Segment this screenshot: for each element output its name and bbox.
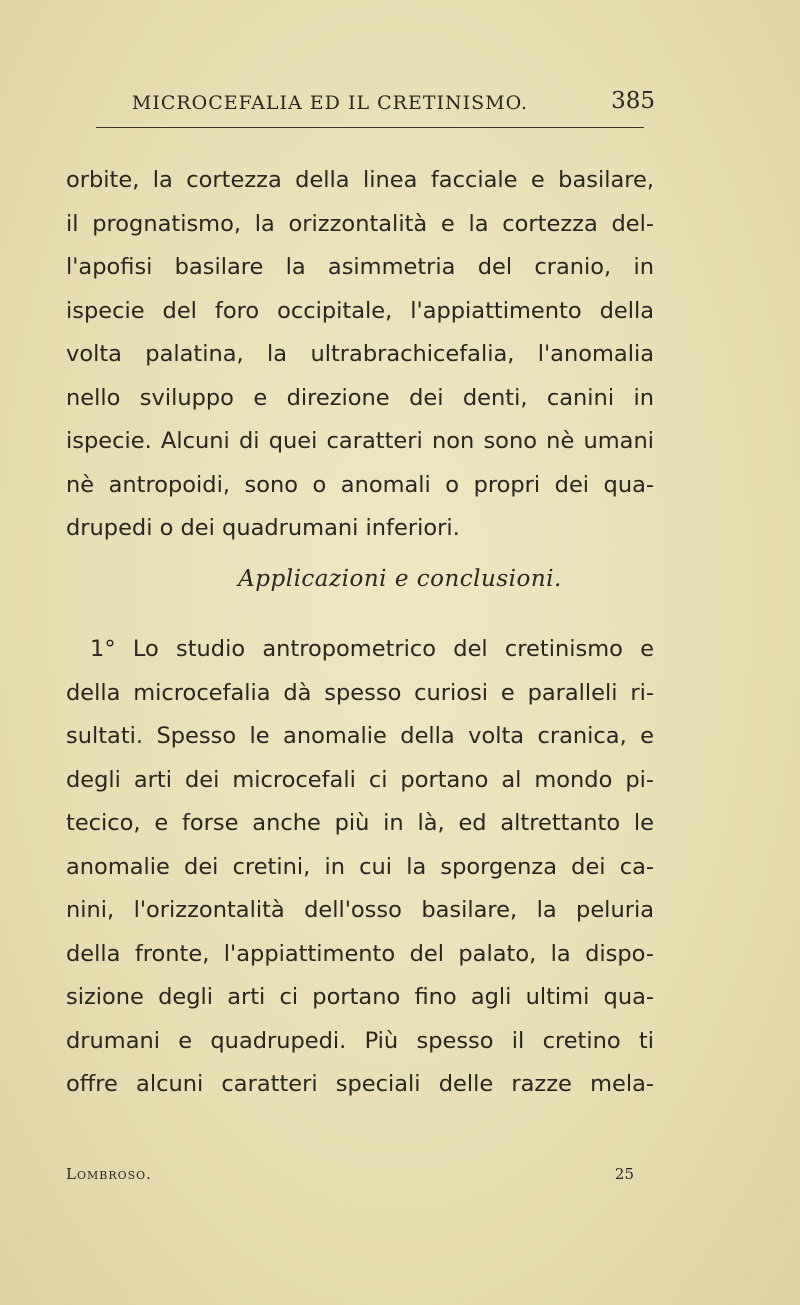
- text-line: della fronte, l'appiattimento del palato, la dispo-: [66, 940, 654, 967]
- page-footer: [66, 1165, 646, 1189]
- text-line: nè antropoidi, sono o anomali o propri dei qua-: [66, 471, 654, 498]
- text-line: l'apofisi basilare la asimmetria del cranio, in: [66, 254, 654, 280]
- text-line: sizione degli arti ci portano fino agli ultimi qua-: [66, 984, 654, 1010]
- signature-mark: 25: [614, 1165, 634, 1183]
- text-line: 1° Lo studio antropometrico del cretinismo e: [90, 636, 654, 662]
- footer-author: Lombroso.: [66, 1165, 152, 1183]
- text-line: nello sviluppo e direzione dei denti, canini in: [66, 384, 654, 411]
- running-head: [95, 88, 655, 122]
- header-rule: [96, 127, 644, 128]
- text-line: drumani e quadrupedi. Più spesso il cretino ti: [66, 1027, 654, 1054]
- paragraph-conclusions: [66, 628, 654, 1107]
- running-title: MICROCEFALIA ED IL CRETINISMO.: [131, 92, 529, 114]
- text-line: volta palatina, la ultrabrachicefalia, l'anomalia: [66, 341, 654, 367]
- text-line: il prognatismo, la orizzontalità e la cortezza del-: [66, 210, 654, 237]
- text-line: nini, l'orizzontalità dell'osso basilare, la peluria: [66, 897, 654, 923]
- section-heading: Applicazioni e conclusioni.: [238, 566, 562, 592]
- text-line: anomalie dei cretini, in cui la sporgenza dei ca-: [66, 853, 654, 880]
- text-line: drupedi o dei quadrumani inferiori.: [66, 515, 460, 541]
- text-line: degli arti dei microcefali ci portano al mondo pi-: [66, 766, 654, 793]
- text-line: sultati. Spesso le anomalie della volta cranica, e: [66, 723, 654, 749]
- text-line: ispecie. Alcuni di quei caratteri non sono nè umani: [66, 428, 654, 454]
- text-line: offre alcuni caratteri speciali delle razze mela-: [66, 1071, 654, 1097]
- paragraph-continued: [66, 159, 654, 551]
- page-number: 385: [611, 88, 655, 114]
- text-line: tecico, e forse anche più in là, ed altrettanto le: [66, 810, 654, 836]
- text-line: della microcefalia dà spesso curiosi e paralleli ri-: [66, 679, 654, 706]
- text-line: ispecie del foro occipitale, l'appiattimento della: [66, 297, 654, 324]
- text-line: orbite, la cortezza della linea facciale e basilare,: [66, 167, 654, 193]
